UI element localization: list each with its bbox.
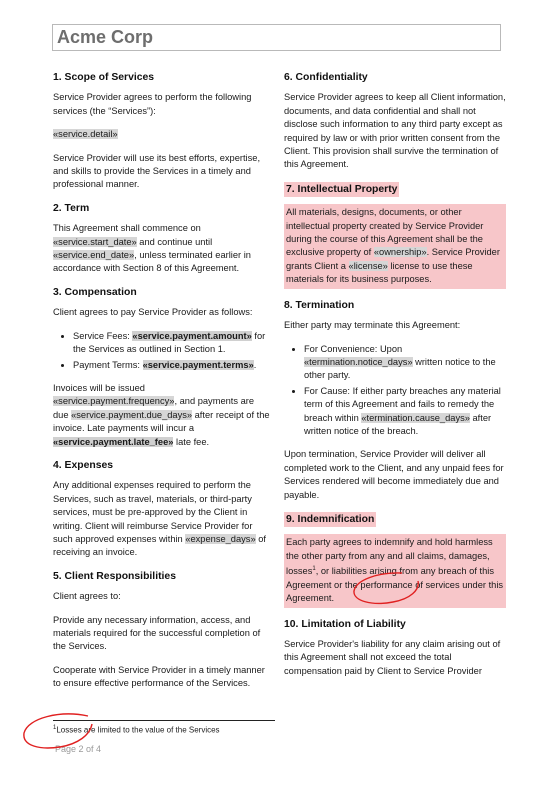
text-run: Any additional expenses required to perform the Services, such as travel, materials, or third-party services, must be pre-approved by the Client in writing. Client will reimburse Service Provider for such approved expenses within <box>53 480 253 544</box>
text-run: late fee. <box>173 436 210 447</box>
list-item <box>73 330 271 357</box>
section-heading: 6. Confidentiality <box>284 72 368 83</box>
paragraph: Client agrees to pay Service Provider as follows: <box>53 307 253 318</box>
text-run: . <box>253 359 257 370</box>
paragraph <box>53 479 271 559</box>
text-run: For Cause: If either party breaches any material term of this Agreement and fails to remedy the breach within <box>304 385 501 423</box>
page-number: Page 2 of 4 <box>55 744 102 754</box>
paragraph <box>53 128 271 141</box>
section-heading: 5. Client Responsibilities <box>53 570 176 582</box>
paragraph <box>53 382 271 449</box>
text-run: of receiving an invoice. <box>53 533 266 558</box>
highlighted-heading[interactable]: 7. Intellectual Property <box>284 182 399 197</box>
paragraph: Service Provider will use its best efforts, expertise, and skills to provide the Services in a timely and professional manner. <box>53 152 261 190</box>
bullet-list <box>53 330 271 372</box>
text-run: Payment Terms: <box>73 359 143 370</box>
paragraph: Upon termination, Service Provider will deliver all completed work to the Client, and any unpaid fees for Services rendered will become immediately due and payable. <box>284 449 504 500</box>
text-run: Invoices will be issued <box>53 382 145 393</box>
section-heading-highlighted <box>284 512 506 527</box>
footnote-mark: 1 <box>53 725 57 731</box>
paragraph: Service Provider agrees to keep all Client information, documents, and data confidential and shall not disclose such information to any third party except as required by law or with prior written consent from the Client. This provision shall survive the termination of this Agreement. <box>284 92 506 170</box>
text-run: Each party agrees to indemnify and hold harmless the other party from any and all claims, damages, losses <box>286 537 493 577</box>
paragraph: Client agrees to: <box>53 591 121 602</box>
section-heading: 10. Limitation of Liability <box>284 618 406 630</box>
merge-field[interactable]: «service.detail» <box>53 129 118 140</box>
list-item <box>304 343 506 383</box>
text-run: written notice to the other party. <box>304 356 496 381</box>
text-run: , or liabilities arising from any breach of this Agreement or the performance of services under this Agreement. <box>286 566 504 604</box>
paragraph <box>53 222 271 276</box>
section-heading: 1. Scope of Services <box>53 72 155 83</box>
text-run: after receipt of the invoice. Late payments will incur a <box>53 409 270 434</box>
footnote-reference[interactable]: 1 <box>312 566 316 573</box>
footnote-separator <box>53 720 275 721</box>
bullet-list <box>284 343 506 439</box>
list-item <box>73 359 271 372</box>
merge-field[interactable]: «service.payment.due_days» <box>71 409 193 420</box>
text-run: , unless terminated earlier in accordance with Section 8 of this Agreement. <box>53 250 251 274</box>
footnote <box>53 725 220 735</box>
text-run: Service Fees: <box>73 330 133 341</box>
merge-field[interactable]: «service.end_date» <box>53 250 135 261</box>
paragraph: Service Provider's liability for any claim arising out of this Agreement shall not exceed the total compensation paid by Client to Service Provider <box>284 638 501 676</box>
merge-field[interactable]: «service.payment.amount» <box>132 330 252 341</box>
text-run: This Agreement shall commence on <box>53 223 201 234</box>
section-heading: 2. Term <box>53 202 90 214</box>
text-run: for the Services as outlined in Section 1. <box>73 330 266 355</box>
header-title-box[interactable] <box>52 24 501 51</box>
page-title: Acme Corp <box>57 27 154 47</box>
section-heading-highlighted <box>284 182 506 197</box>
right-column <box>284 66 506 688</box>
paragraph: Provide any necessary information, access, and materials required for the successful completion of the Services. <box>53 614 261 652</box>
text-run: All materials, designs, documents, or other intellectual property created by Service Provider during the course of this Agreement shall be the exclusive property of <box>286 207 484 258</box>
footnote-text: Losses are limited to the value of the Services <box>56 725 220 735</box>
text-run: and continue until <box>136 236 213 247</box>
merge-field[interactable]: «service.payment.terms» <box>142 359 254 370</box>
section-heading: 4. Expenses <box>53 459 114 471</box>
text-run: license to use these materials for its business purposes. <box>286 260 473 285</box>
merge-field[interactable]: «service.start_date» <box>53 236 137 247</box>
text-run: after written notice of the breach. <box>304 412 492 436</box>
highlighted-paragraph[interactable] <box>284 204 506 288</box>
merge-field[interactable]: «ownership» <box>373 247 427 258</box>
merge-field[interactable]: «termination.notice_days» <box>304 356 413 367</box>
merge-field[interactable]: «expense_days» <box>185 533 256 544</box>
highlighted-heading[interactable]: 9. Indemnification <box>284 512 376 527</box>
section-heading: 8. Termination <box>284 299 355 311</box>
highlighted-paragraph[interactable] <box>284 534 506 607</box>
left-column <box>53 66 271 701</box>
merge-field[interactable]: «service.payment.frequency» <box>53 396 175 407</box>
section-heading: 3. Compensation <box>53 286 137 298</box>
text-run: , and payments are due <box>53 396 255 420</box>
merge-field[interactable]: «termination.cause_days» <box>361 412 470 423</box>
merge-field[interactable]: «license» <box>348 260 388 271</box>
paragraph: Either party may terminate this Agreement: <box>284 320 461 331</box>
text-run: For Convenience: Upon <box>304 343 403 354</box>
list-item <box>304 385 506 439</box>
text-run: . Service Provider grants Client a <box>286 247 500 271</box>
merge-field[interactable]: «service.payment.late_fee» <box>53 436 174 447</box>
paragraph: Cooperate with Service Provider in a timely manner to ensure effective performance of the Services. <box>53 664 265 689</box>
paragraph: Service Provider agrees to perform the following services (the “Services”): <box>53 92 252 116</box>
